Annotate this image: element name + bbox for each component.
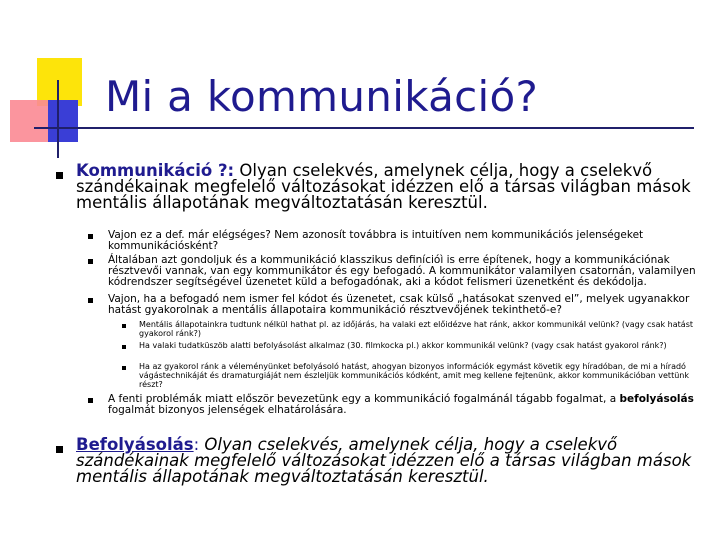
bullet-marker [88, 398, 93, 403]
main-point-definition: Olyan cselekvés, amelynek célja, hogy a cselekvő szándékainak megfelelő változásokat idézzen elő a társas világban mások mentális állapotának megváltoztatásán keresztül. [76, 161, 691, 212]
bullet-marker [56, 172, 63, 179]
bullet-marker [56, 446, 63, 453]
decor-blue-square [48, 100, 78, 142]
closing-sub-point [108, 394, 696, 416]
main-point-term: Kommunikáció ?: [76, 161, 235, 180]
sub-sub-point: Ha az gyakorol ránk a véleményünket befolyásoló hatást, ahogyan bizonyos információk egymást követik egy híradóban, de mi a híradó vágástechnikáját és dramaturgiáját nem észleljük kommunikációs kódként, amit meg kellene fejtenünk, akkor kommunikációban vettünk részt? [139, 362, 689, 389]
second-point [76, 437, 696, 485]
bullet-marker [88, 259, 93, 264]
bullet-marker [88, 234, 93, 239]
second-point-definition: Olyan cselekvés, amelynek célja, hogy a cselekvő szándékainak megfelelő változásokat idézzen elő a társas világban mások mentális állapotának megváltoztatásán keresztül. [76, 435, 692, 486]
second-point-term: Befolyásolás [76, 435, 194, 454]
slide-title: Mi a kommunikáció? [105, 72, 539, 121]
sub-point: Vajon ez a def. már elégséges? Nem azonosít továbbra is intuitíven nem kommunikációs jelenségeket kommunikációsként? [108, 229, 644, 252]
closing-bold-term: befolyásolás [619, 393, 694, 405]
sub-sub-point: Mentális állapotainkra tudtunk nélkül hathat pl. az időjárás, ha valaki ezt előidézve hat ránk, akkor kommunikál velünk? (vagy csak hatást gyakorol ránk?) [139, 320, 693, 338]
sub-sub-point: Ha valaki tudatküszöb alatti befolyásolást alkalmaz (30. filmkocka pl.) akkor kommunikál velünk? (vagy csak hatást gyakorol ránk?) [139, 341, 667, 350]
title-underline [34, 127, 694, 129]
sub-point: Vajon, ha a befogadó nem ismer fel kódot és üzenetet, csak külső „hatásokat szenved el”, melyek ugyanakkor hatást gyakorolnak a mentális állapotaira kommunikáció résztvevőjének tekinthető-e? [108, 293, 690, 316]
main-point [76, 163, 696, 211]
second-point-colon: : [193, 435, 200, 454]
decor-yellow-square [37, 58, 82, 106]
closing-tail: fogalmát bizonyos jelenségek elhatárolására. [108, 404, 347, 416]
bullet-marker [122, 345, 126, 349]
decor-vertical-line [57, 80, 59, 158]
bullet-marker [122, 324, 126, 328]
bullet-marker [88, 298, 93, 303]
closing-text: A fenti problémák miatt először bevezetünk egy a kommunikáció fogalmánál tágabb fogalmat, a [108, 393, 620, 405]
bullet-marker [122, 366, 126, 370]
sub-point: Általában azt gondoljuk és a kommunikáció klasszikus definícióì is erre építenek, hogy a kommunikációnak résztvevői vannak, van egy kommunikátor és egy befogadó. A kommunikátor valamilyen csatornán, valamilyen kódrendszer segítségével üzenetet küld a befogadónak, aki a kódot felismeri üzenetként és dekódolja. [108, 254, 696, 288]
